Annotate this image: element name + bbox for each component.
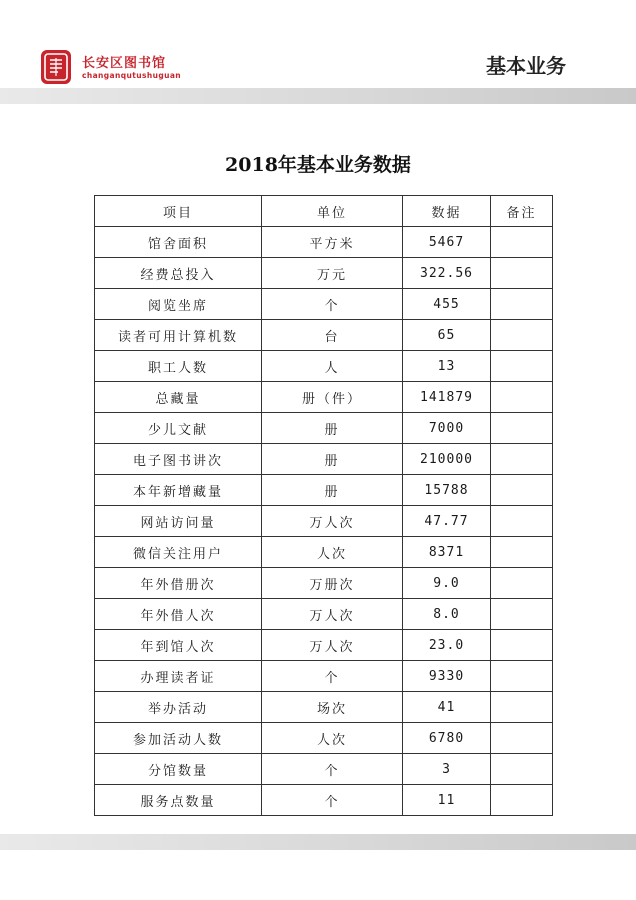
table-row (95, 661, 553, 692)
cell-value: 8.0 (403, 599, 491, 630)
table-header-row (95, 196, 553, 227)
cell-value: 13 (403, 351, 491, 382)
cell-unit: 册 (262, 444, 403, 475)
cell-item: 微信关注用户 (95, 537, 262, 568)
table-row (95, 444, 553, 475)
cell-note (491, 444, 553, 475)
cell-unit: 人次 (262, 723, 403, 754)
header-divider-band (0, 88, 636, 104)
table-row (95, 599, 553, 630)
cell-unit: 人 (262, 351, 403, 382)
cell-note (491, 568, 553, 599)
cell-item: 参加活动人数 (95, 723, 262, 754)
cell-value: 47.77 (403, 506, 491, 537)
cell-note (491, 537, 553, 568)
table-row (95, 506, 553, 537)
section-title: 基本业务 (486, 54, 566, 78)
cell-value: 141879 (403, 382, 491, 413)
table-row (95, 475, 553, 506)
cell-value: 3 (403, 754, 491, 785)
cell-note (491, 599, 553, 630)
table-row (95, 227, 553, 258)
cell-value: 322.56 (403, 258, 491, 289)
header-unit: 单位 (262, 196, 403, 227)
cell-item: 总藏量 (95, 382, 262, 413)
cell-value: 15788 (403, 475, 491, 506)
cell-unit: 册 (262, 413, 403, 444)
cell-item: 年外借人次 (95, 599, 262, 630)
cell-note (491, 227, 553, 258)
cell-unit: 个 (262, 661, 403, 692)
cell-item: 年外借册次 (95, 568, 262, 599)
table-row (95, 568, 553, 599)
cell-unit: 个 (262, 785, 403, 816)
cell-unit: 平方米 (262, 227, 403, 258)
cell-unit: 万人次 (262, 506, 403, 537)
table-row (95, 382, 553, 413)
cell-unit: 万人次 (262, 630, 403, 661)
cell-item: 经费总投入 (95, 258, 262, 289)
cell-item: 网站访问量 (95, 506, 262, 537)
cell-value: 41 (403, 692, 491, 723)
cell-value: 9330 (403, 661, 491, 692)
cell-note (491, 661, 553, 692)
table-row (95, 785, 553, 816)
cell-item: 服务点数量 (95, 785, 262, 816)
document-title: 2018年基本业务数据 (225, 154, 411, 176)
cell-note (491, 630, 553, 661)
cell-value: 65 (403, 320, 491, 351)
cell-note (491, 351, 553, 382)
cell-note (491, 723, 553, 754)
cell-item: 年到馆人次 (95, 630, 262, 661)
cell-note (491, 692, 553, 723)
cell-item: 本年新增藏量 (95, 475, 262, 506)
table-row (95, 754, 553, 785)
cell-note (491, 258, 553, 289)
cell-note (491, 754, 553, 785)
cell-value: 210000 (403, 444, 491, 475)
table-row (95, 351, 553, 382)
cell-unit: 万元 (262, 258, 403, 289)
table-row (95, 289, 553, 320)
cell-value: 8371 (403, 537, 491, 568)
cell-item: 馆舍面积 (95, 227, 262, 258)
cell-value: 7000 (403, 413, 491, 444)
cell-unit: 册 (262, 475, 403, 506)
cell-unit: 万人次 (262, 599, 403, 630)
cell-note (491, 475, 553, 506)
table-row (95, 413, 553, 444)
header-note: 备注 (491, 196, 553, 227)
logo-pinyin: changanqutushuguan (82, 71, 182, 80)
cell-unit: 册（件） (262, 382, 403, 413)
cell-value: 9.0 (403, 568, 491, 599)
table-row (95, 692, 553, 723)
cell-value: 455 (403, 289, 491, 320)
cell-item: 少儿文献 (95, 413, 262, 444)
cell-item: 读者可用计算机数 (95, 320, 262, 351)
cell-unit: 个 (262, 754, 403, 785)
cell-note (491, 382, 553, 413)
header-item: 项目 (95, 196, 262, 227)
table-row (95, 630, 553, 661)
footer-divider-band (0, 834, 636, 850)
cell-item: 职工人数 (95, 351, 262, 382)
cell-value: 6780 (403, 723, 491, 754)
cell-note (491, 320, 553, 351)
cell-item: 分馆数量 (95, 754, 262, 785)
cell-unit: 人次 (262, 537, 403, 568)
cell-note (491, 506, 553, 537)
cell-item: 阅览坐席 (95, 289, 262, 320)
cell-unit: 万册次 (262, 568, 403, 599)
header-value: 数据 (403, 196, 491, 227)
cell-unit: 场次 (262, 692, 403, 723)
table-row (95, 537, 553, 568)
cell-note (491, 785, 553, 816)
business-data-table (94, 195, 553, 816)
table-row (95, 723, 553, 754)
cell-unit: 个 (262, 289, 403, 320)
logo-text: 长安区图书馆 (82, 56, 167, 71)
table-row (95, 258, 553, 289)
cell-item: 电子图书讲次 (95, 444, 262, 475)
table-row (95, 320, 553, 351)
cell-unit: 台 (262, 320, 403, 351)
page-header (0, 0, 636, 90)
cell-item: 举办活动 (95, 692, 262, 723)
library-logo-icon (41, 50, 71, 84)
cell-value: 5467 (403, 227, 491, 258)
cell-item: 办理读者证 (95, 661, 262, 692)
cell-value: 11 (403, 785, 491, 816)
cell-note (491, 413, 553, 444)
cell-note (491, 289, 553, 320)
cell-value: 23.0 (403, 630, 491, 661)
